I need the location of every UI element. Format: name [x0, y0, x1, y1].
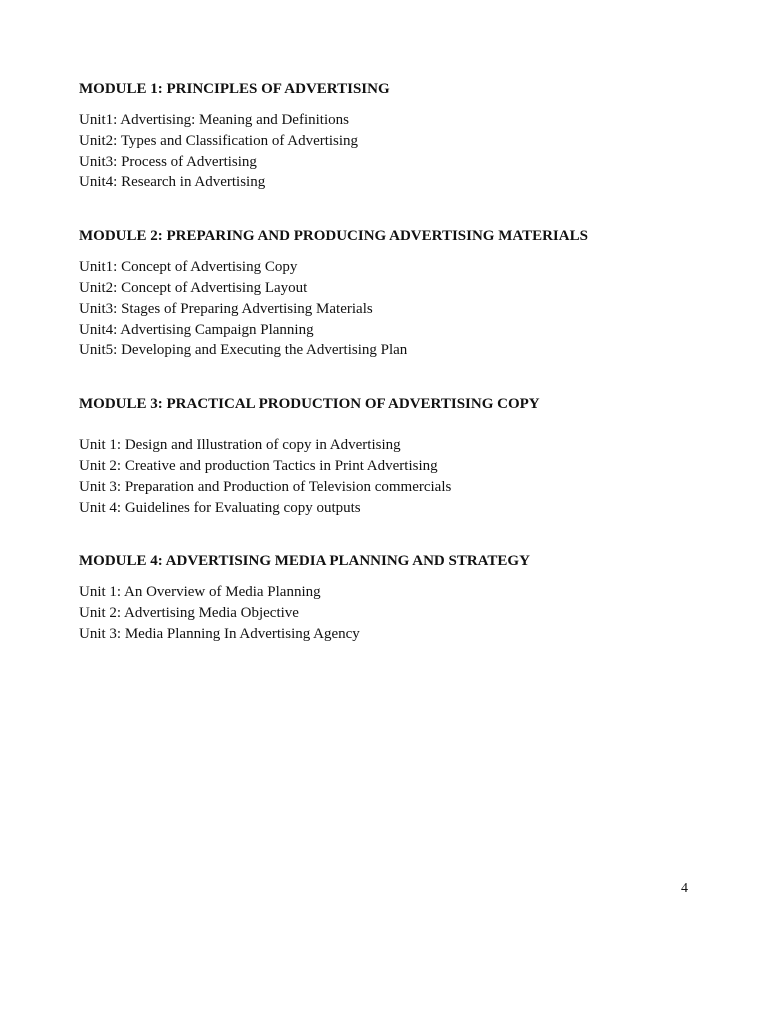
unit-list [79, 257, 699, 361]
module-title: MODULE 1: PRINCIPLES OF ADVERTISING [79, 81, 390, 97]
unit-item: Unit 2: Creative and production Tactics in Print Advertising [79, 457, 438, 474]
module-title: MODULE 4: ADVERTISING MEDIA PLANNING AND STRATEGY [79, 553, 530, 570]
unit-item: Unit 2: Advertising Media Objective [79, 605, 299, 622]
page-number: 4 [681, 881, 688, 896]
module-section [79, 227, 699, 361]
unit-item: Unit3: Stages of Preparing Advertising Materials [79, 300, 373, 317]
unit-list [79, 582, 699, 644]
unit-item: Unit1: Advertising: Meaning and Definitions [79, 112, 349, 128]
unit-item: Unit3: Process of Advertising [79, 153, 257, 170]
module-title: MODULE 3: PRACTICAL PRODUCTION OF ADVERTISING COPY [79, 396, 540, 413]
unit-item: Unit 4: Guidelines for Evaluating copy outputs [79, 499, 361, 516]
module-section [79, 395, 699, 518]
unit-item: Unit2: Concept of Advertising Layout [79, 279, 308, 296]
unit-item: Unit2: Types and Classification of Advertising [79, 132, 359, 149]
unit-item: Unit 1: An Overview of Media Planning [79, 584, 321, 601]
unit-item: Unit5: Developing and Executing the Advertising Plan [79, 342, 408, 359]
unit-item: Unit1: Concept of Advertising Copy [79, 259, 298, 276]
unit-list [79, 435, 699, 518]
module-section [79, 80, 699, 193]
unit-item: Unit 3: Media Planning In Advertising Agency [79, 625, 360, 642]
course-outline [79, 80, 699, 645]
unit-item: Unit4: Advertising Campaign Planning [79, 321, 314, 338]
module-section [79, 552, 699, 644]
unit-item: Unit 3: Preparation and Production of Television commercials [79, 478, 452, 495]
unit-item: Unit 1: Design and Illustration of copy in Advertising [79, 437, 401, 454]
unit-list [79, 110, 699, 193]
module-title: MODULE 2: PREPARING AND PRODUCING ADVERTISING MATERIALS [79, 228, 588, 245]
unit-item: Unit4: Research in Advertising [79, 174, 266, 191]
